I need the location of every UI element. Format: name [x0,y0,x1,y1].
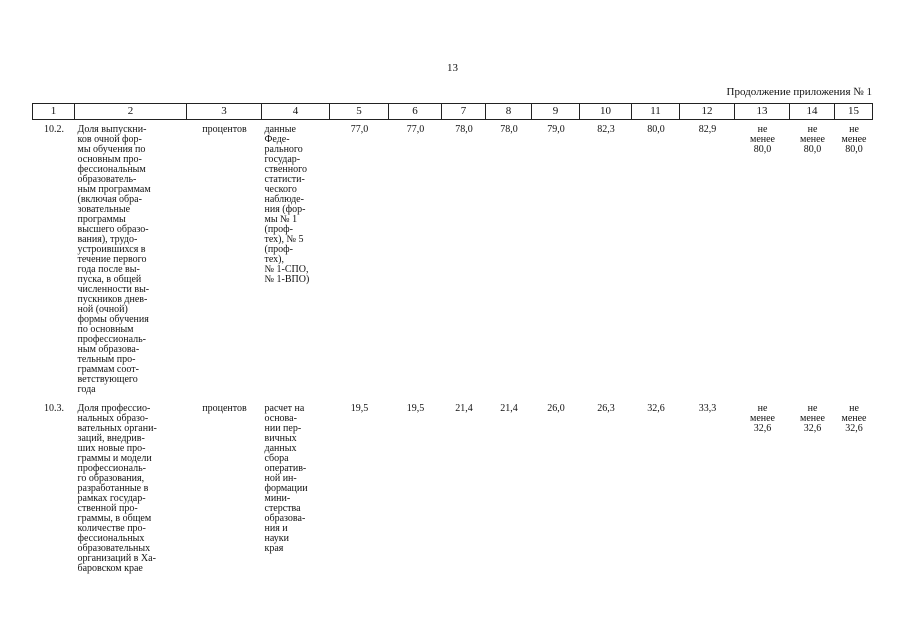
column-number: 8 [486,104,532,120]
table-row [33,120,873,400]
page-number: 13 [447,62,458,74]
indicator-value: 77,0 [406,124,425,135]
indicator-value: 19,5 [406,403,425,414]
row-number: 10.2. [44,124,64,135]
indicator-name: Доля профессио- нальных образо- вательных органи- заций, внедрив- ших новые про- граммы и модели профессиональ- го образования, разработанные в рамках государ- ственной про- граммы, в общем количестве про- фессиональных образовательных организаций в Ха- баровском крае [77,403,157,574]
indicator-value: 21,4 [500,403,518,414]
table-row [33,399,873,578]
indicator-value: 78,0 [500,124,518,135]
indicator-value: 78,0 [455,124,473,135]
indicator-value: 32,6 [647,403,665,414]
indicator-name: Доля выпускни- ков очной фор- мы обучения по основным про- фессиональным образователь- ным программам (включая обра- зовательные программы высшего образо- вания), трудо- устроившихся в течение первого года после вы- пуска, в общей численности вы- пускников днев- ной (очной) формы обучения по основным профессиональ- ным образова- тельным про- граммам соот- ветствующего года [77,124,151,395]
indicator-value: 80,0 [647,124,665,135]
target-value: не менее 32,6 [841,403,867,434]
column-number: 13 [735,104,790,120]
row-number: 10.3. [44,403,64,414]
indicators-table [32,103,873,578]
column-number: 7 [442,104,486,120]
column-number: 14 [790,104,835,120]
indicator-value: 33,3 [698,403,717,414]
column-number: 15 [835,104,873,120]
column-number-row [33,104,873,120]
target-value: не менее 80,0 [800,124,825,155]
indicator-value: 21,4 [455,403,473,414]
data-source: данные Феде- рального государ- ственного статисти- ческого наблюде- ния (фор- мы № 1 (проф- тех), № 5 (проф- тех), № 1-СПО, № 1-ВПО) [264,124,310,285]
unit-of-measure: процентов [202,403,247,414]
indicator-value: 79,0 [547,124,565,135]
target-value: не менее 80,0 [841,124,867,155]
indicator-value: 26,0 [547,403,565,414]
column-number: 12 [680,104,735,120]
indicator-value: 82,9 [698,124,717,135]
unit-of-measure: процентов [202,124,247,135]
column-number: 10 [580,104,632,120]
indicator-value: 82,3 [597,124,615,135]
target-value: не менее 80,0 [750,124,775,155]
target-value: не менее 32,6 [750,403,775,434]
column-number: 1 [33,104,75,120]
column-number: 2 [75,104,187,120]
target-value: не менее 32,6 [800,403,825,434]
indicator-value: 19,5 [350,403,369,414]
data-source: расчет на основа- нии пер- вичных данных сбора оператив- ной ин- формации мини- стерства образова- ния и науки края [264,403,308,554]
column-number: 6 [389,104,442,120]
indicator-value: 77,0 [350,124,369,135]
column-number: 4 [262,104,330,120]
column-number: 9 [532,104,580,120]
column-number: 11 [632,104,680,120]
indicator-value: 26,3 [597,403,615,414]
column-number: 5 [330,104,389,120]
column-number: 3 [187,104,262,120]
appendix-continuation-label: Продолжение приложения № 1 [726,86,872,98]
